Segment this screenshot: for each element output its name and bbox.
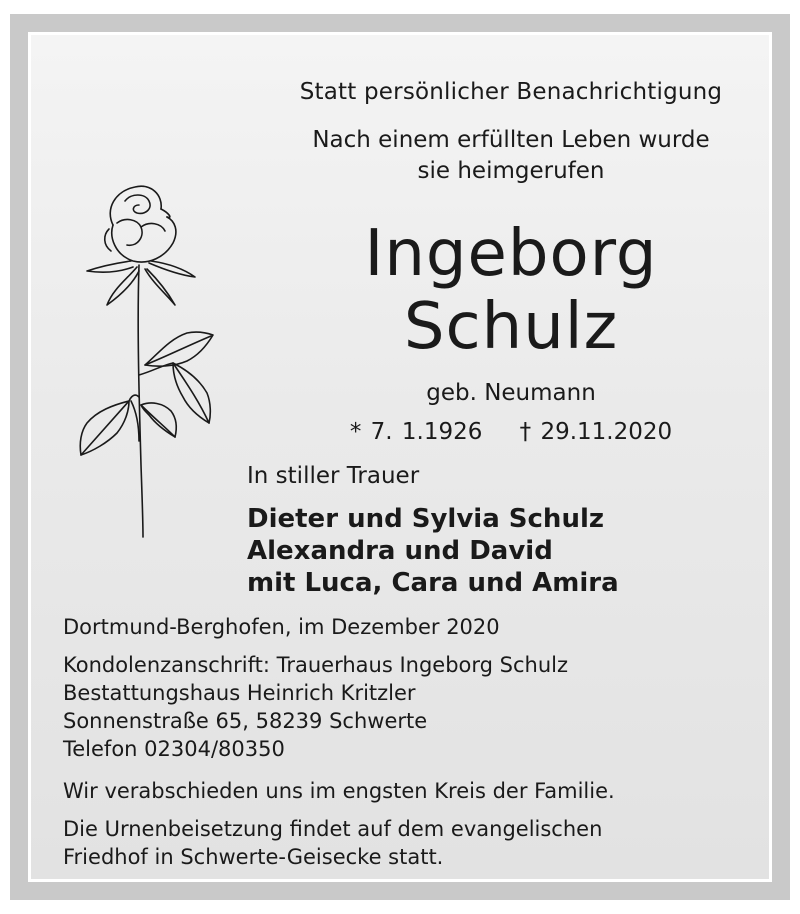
address-line: Sonnenstraße 65, 58239 Schwerte [63,709,428,733]
birth-name: geb. Neumann [426,380,596,406]
note-line: Wir verabschieden uns im engsten Kreis der Familie. [63,779,615,803]
note-line: Friedhof in Schwerte-Geisecke statt. [63,845,444,869]
note-line: Die Urnenbeisetzung findet auf dem evangelischen [63,817,603,841]
lead-line-1: Nach einem erfüllten Leben wurde [312,127,710,153]
life-dates: * 7. 1.1926 † 29.11.2020 [349,419,673,445]
address-line: Kondolenzanschrift: Trauerhaus Ingeborg Schulz [63,653,568,677]
notice-panel [28,32,772,882]
phone-line: Telefon 02304/80350 [63,737,285,761]
deceased-last-name: Schulz [403,290,619,364]
address-line: Bestattungshaus Heinrich Kritzler [63,681,416,705]
rose-icon [53,165,223,545]
place-date: Dortmund-Berghofen, im Dezember 2020 [63,615,500,639]
mourner-line: Dieter und Sylvia Schulz [247,504,604,534]
mourner-line: mit Luca, Cara und Amira [247,568,619,598]
intro-line: Statt persönlicher Benachrichtigung [299,79,723,105]
mourner-line: Alexandra und David [247,536,553,566]
deceased-first-name: Ingeborg [364,217,658,291]
mourning-intro: In stiller Trauer [247,463,420,489]
lead-line-2: sie heimgerufen [417,158,605,184]
notice-frame [10,14,790,900]
